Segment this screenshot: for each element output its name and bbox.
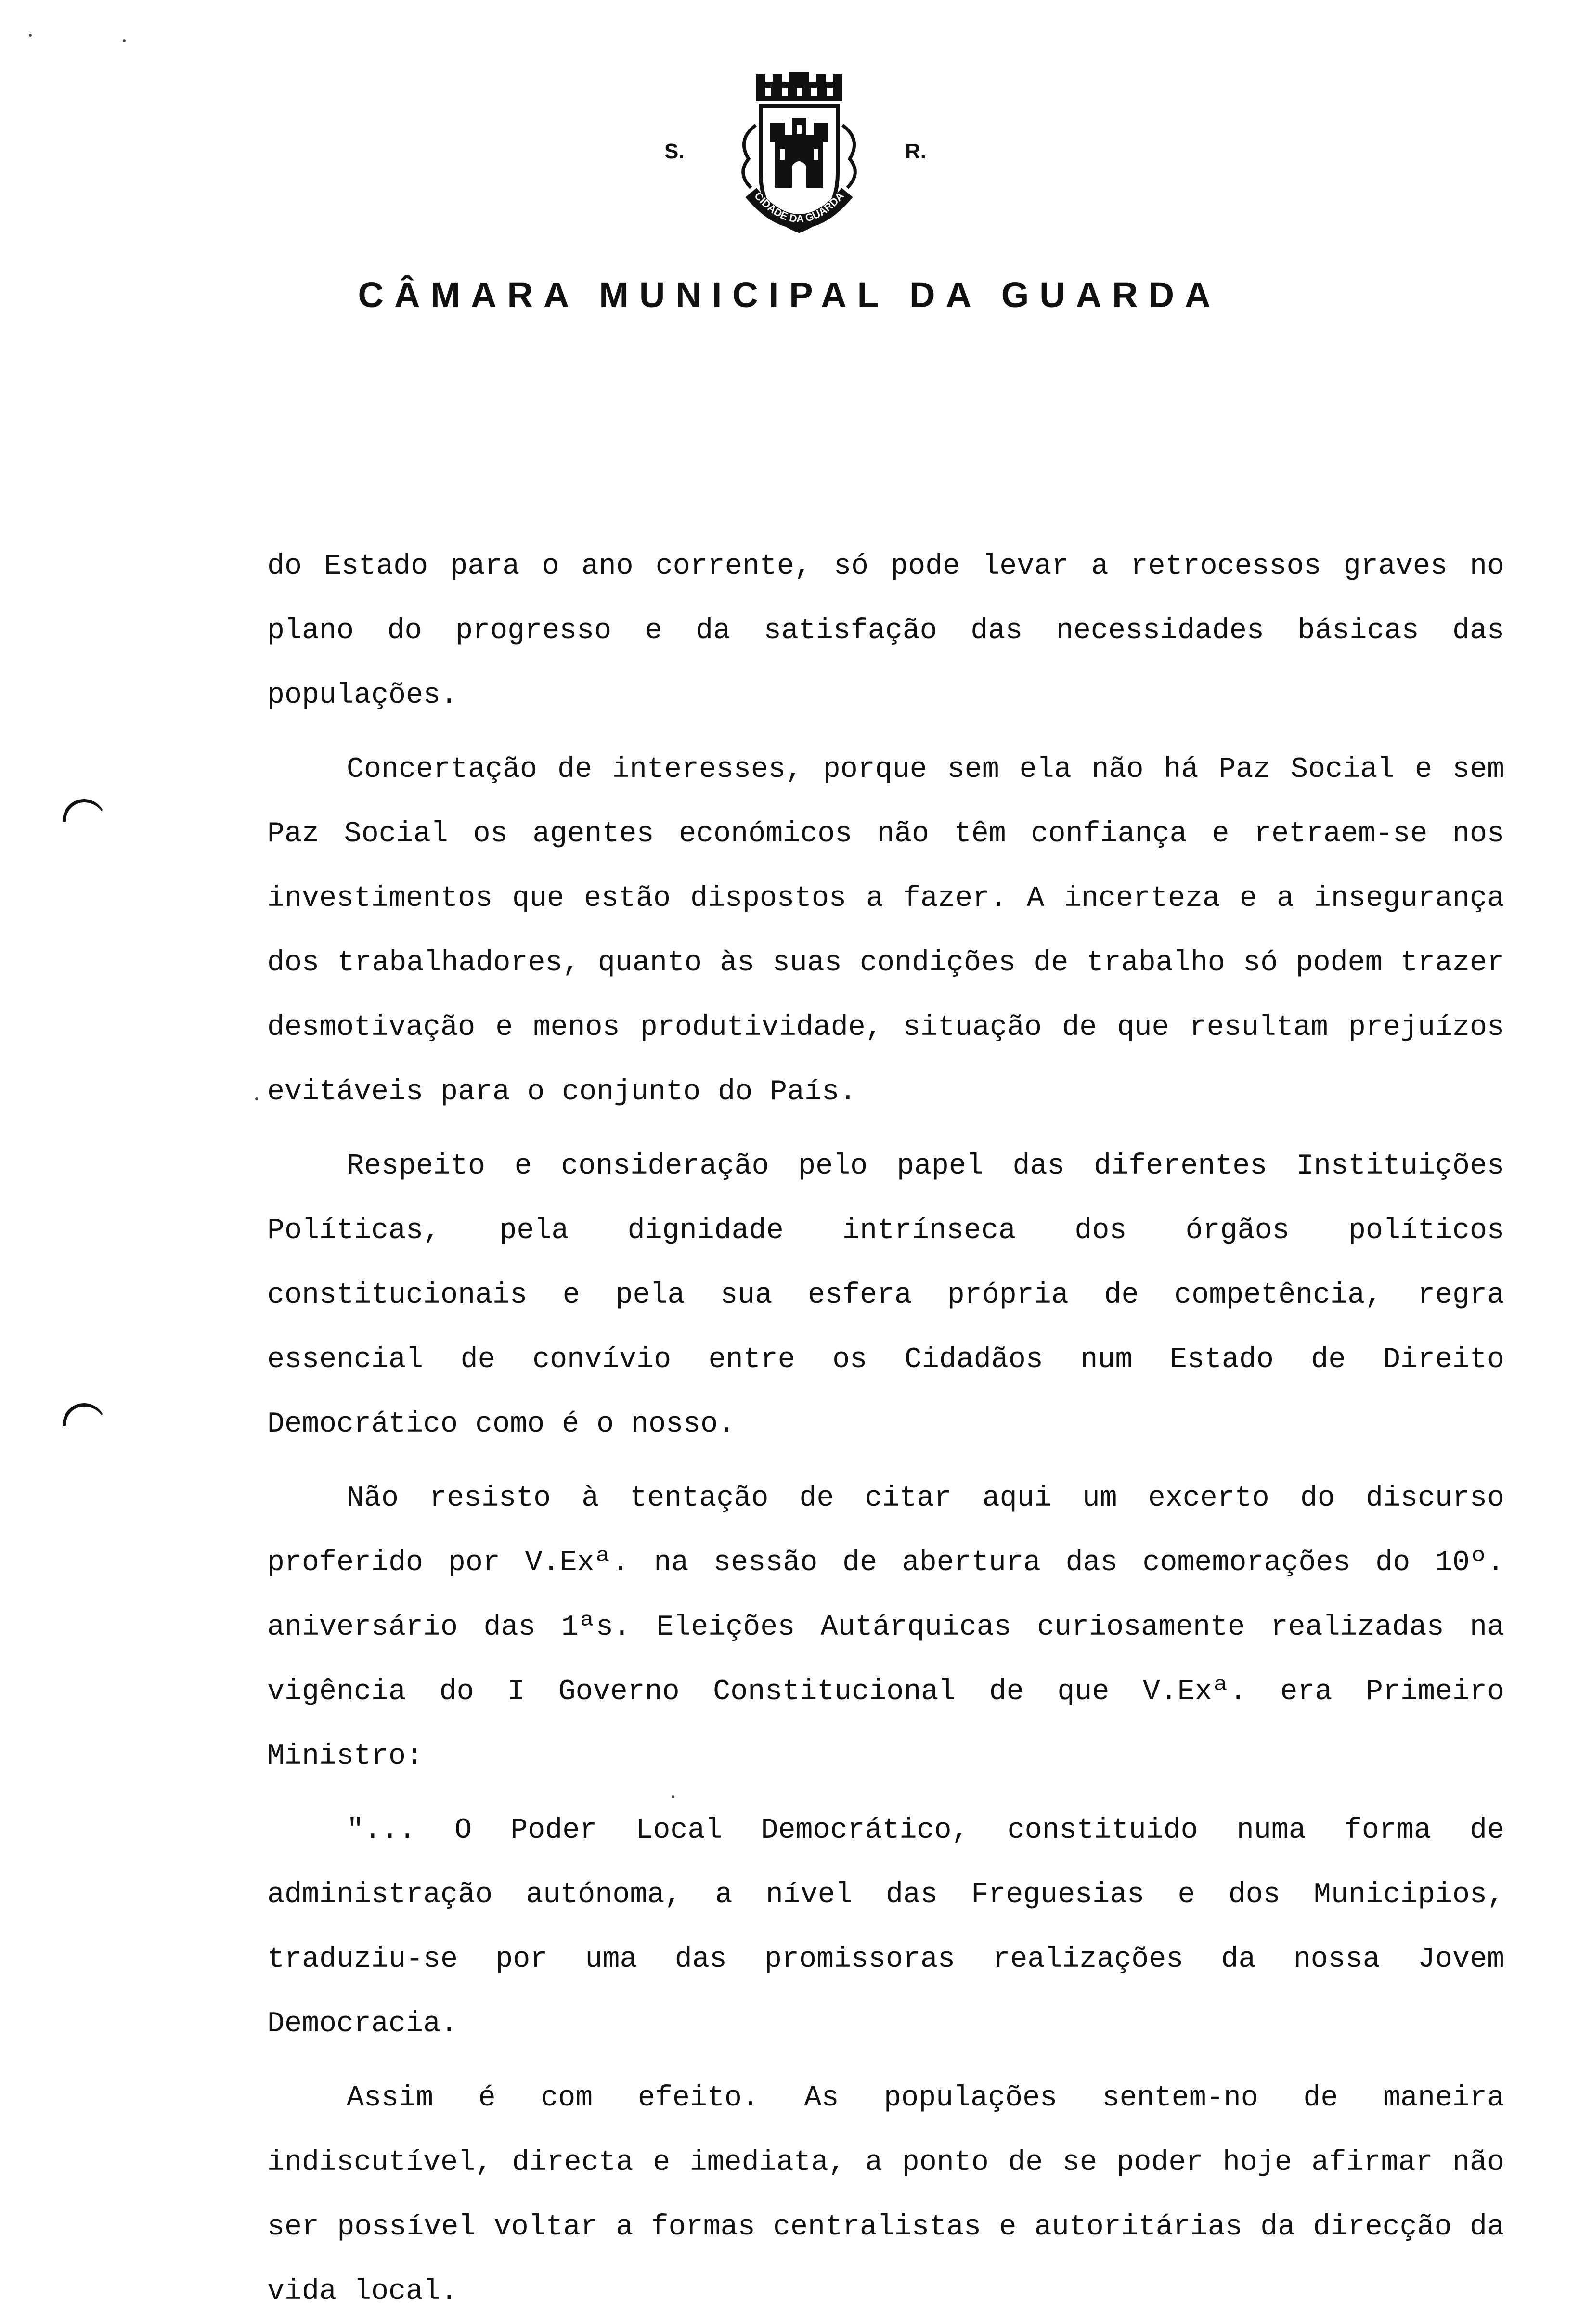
- crest-right-letter: R.: [905, 140, 926, 163]
- letter-body: [267, 534, 1504, 2324]
- punch-hole-mark: [63, 1403, 105, 1426]
- paragraph-continuation: do Estado para o ano corrente, só pode levar a retrocessos graves no plano do progresso e da satisfação das necessidades básicas das populações.: [267, 550, 1504, 712]
- paper-speck: [29, 34, 32, 37]
- organization-name: CÂMARA MUNICIPAL DA GUARDA: [358, 275, 1221, 315]
- paragraph-citacao-intro: Não resisto à tentação de citar aqui um excerto do discurso proferido por V.Exª. na sessão de abertura das comemorações do 10º. aniversário das 1ªs. Eleições Autárquicas curiosamente realizadas na vigência do I Governo Constitucional de que V.Exª. era Primeiro Ministro:: [267, 1482, 1504, 1773]
- paragraph-quote: "... O Poder Local Democrático, constituido numa forma de administração autónoma, a nível das Freguesias e dos Municipios, traduziu-se por uma das promissoras realizações da nossa Jovem Democracia.: [267, 1814, 1504, 2040]
- paragraph-concertacao: Concertação de interesses, porque sem ela não há Paz Social e sem Paz Social os agentes económicos não têm confiança e retraem-se nos investimentos que estão dispostos a fazer. A incerteza e a insegurança dos trabalhadores, quanto às suas condições de trabalho só podem trazer desmotivação e menos produtividade, situação de que resultam prejuízos evitáveis para o conjunto do País.: [267, 753, 1504, 1109]
- paper-speck: [123, 39, 126, 42]
- crest-motto: CIDADE DA GUARDA: [752, 190, 846, 225]
- punch-hole-mark: [63, 799, 105, 822]
- paragraph-conclusao: Assim é com efeito. As populações sentem-no de maneira indiscutível, directa e imediata, a ponto de se poder hoje afirmar não ser possível voltar a formas centralistas e autoritárias da direcção da vida local.: [267, 2082, 1504, 2308]
- paragraph-respeito: Respeito e consideração pelo papel das diferentes Instituições Políticas, pela dignidade intrínseca dos órgãos políticos constitucionais e pela sua esfera própria de competência, regra essencial de convívio entre os Cidadãos num Estado de Direito Democrático como é o nosso.: [267, 1150, 1504, 1441]
- coat-of-arms-icon: [722, 72, 876, 245]
- crest-left-letter: S.: [664, 140, 685, 163]
- paper-speck: [255, 1097, 258, 1100]
- crest-group: [664, 72, 934, 255]
